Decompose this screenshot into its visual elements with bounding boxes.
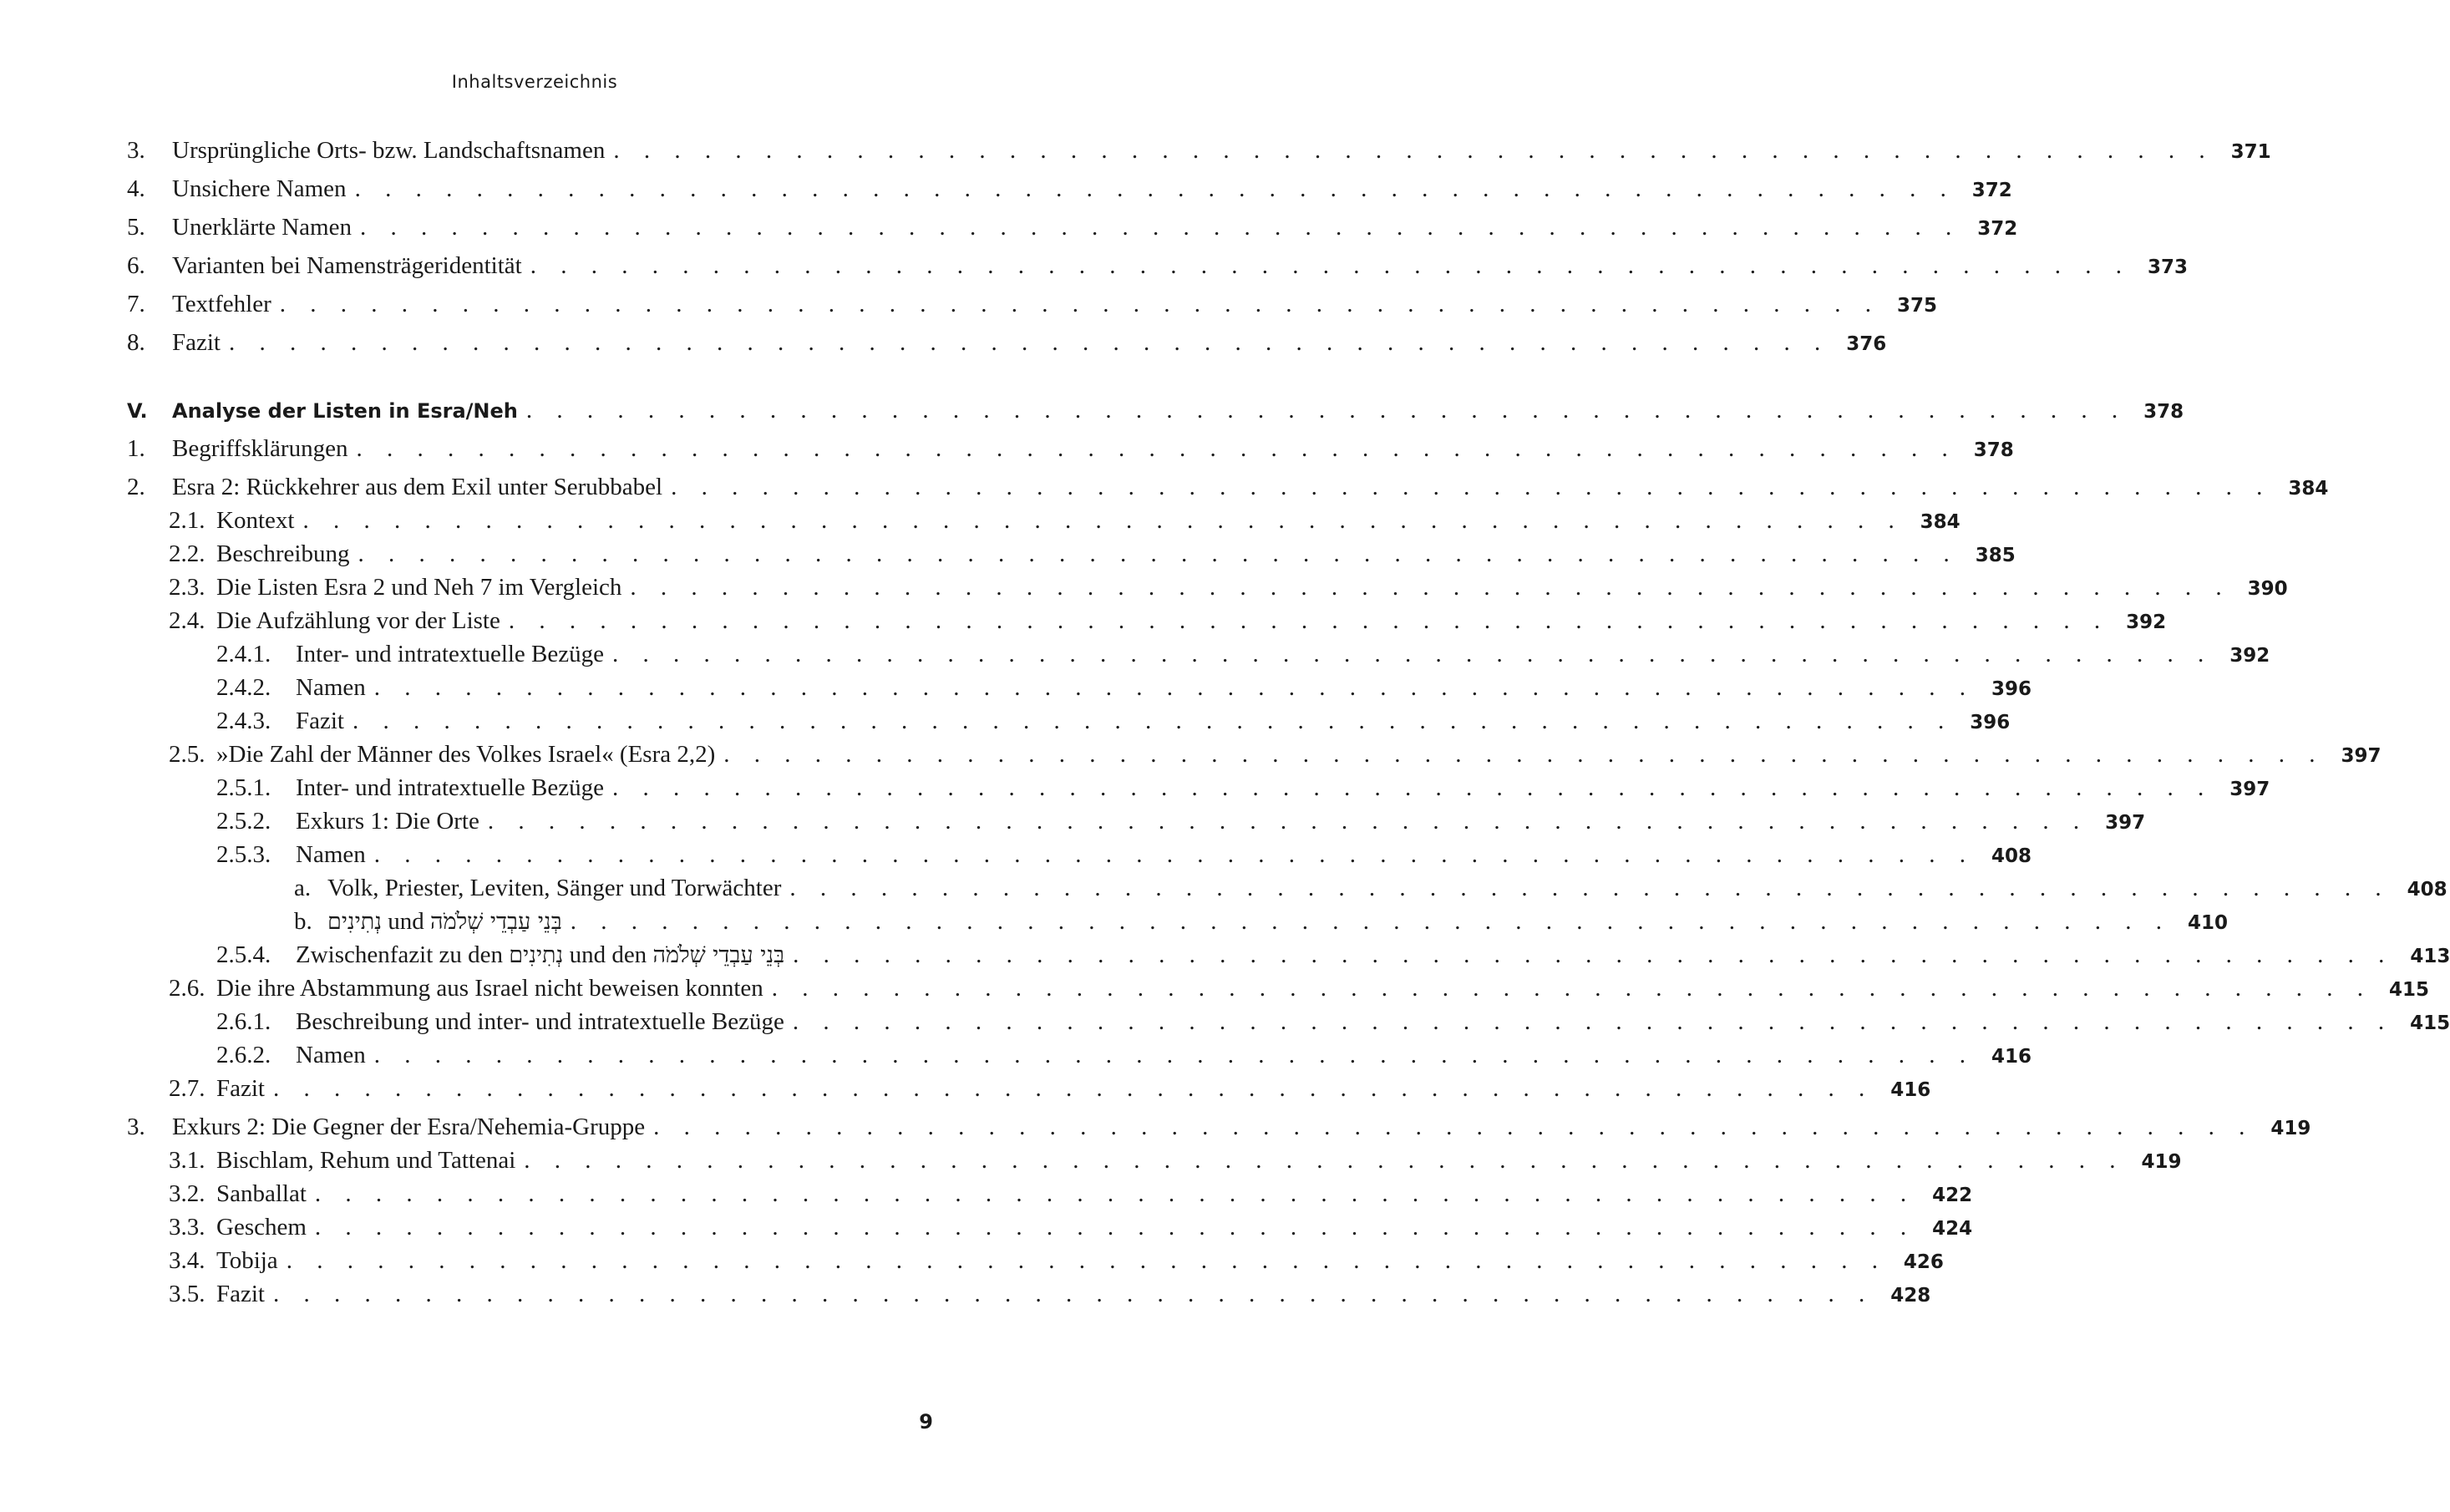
entry-title: Fazit xyxy=(296,708,344,734)
leader-dots: . . . . . . . . . . . . . . . . . . . . . . . . . . . . . . . . . . . . . . . . . . . . . . . . . . . . . xyxy=(279,291,1880,317)
leader-dots: . . . . . . . . . . . . . . . . . . . . . . . . . . . . . . . . . . . . . . . . . . . . . . . . . . . . . xyxy=(487,808,2089,835)
toc-entry[interactable] xyxy=(127,1038,2032,1072)
entry-number: 2.4.3. xyxy=(216,708,271,734)
toc-entry[interactable] xyxy=(127,249,2188,282)
toc-entry[interactable] xyxy=(127,1277,1931,1311)
entry-title: Varianten bei Namensträgeridentität xyxy=(172,252,522,279)
entry-number: 1. xyxy=(127,435,145,462)
entry-title: Begriffsklärungen xyxy=(172,435,348,462)
running-header: Inhaltsverzeichnis xyxy=(451,72,618,92)
entry-page: 371 xyxy=(2230,141,2271,163)
entry-number: 2.2. xyxy=(169,540,205,567)
entry-page: 424 xyxy=(1932,1218,1973,1240)
entry-page: 413 xyxy=(2410,946,2450,967)
leader-dots: . . . . . . . . . . . . . . . . . . . . . . . . . . . . . . . . . . . . . . . . . . . . . . . . . . . . . xyxy=(653,1114,2255,1140)
leader-dots: . . . . . . . . . . . . . . . . . . . . . . . . . . . . . . . . . . . . . . . . . . . . . . . . . . . . . xyxy=(273,1281,1874,1307)
leader-dots: . . . . . . . . . . . . . . . . . . . . . . . . . . . . . . . . . . . . . . . . . . . . . . . . . . . . . xyxy=(359,214,1961,241)
entry-number: 3. xyxy=(127,1114,145,1140)
entry-number: 3.2. xyxy=(169,1180,205,1207)
entry-page: 410 xyxy=(2187,912,2228,934)
entry-title-mixed xyxy=(327,905,562,939)
entry-title: Beschreibung und inter- und intratextuelle Bezüge xyxy=(296,1008,784,1035)
toc-entry[interactable] xyxy=(127,211,2018,244)
entry-page: 416 xyxy=(1890,1079,1931,1101)
entry-page: 390 xyxy=(2247,578,2288,600)
entry-number: 3.5. xyxy=(169,1281,205,1307)
entry-number: 6. xyxy=(127,252,145,279)
entry-number: 2.4.1. xyxy=(216,641,271,667)
leader-dots: . . . . . . . . . . . . . . . . . . . . . . . . . . . . . . . . . . . . . . . . . . . . . . . . . . . . . xyxy=(525,397,2128,424)
leader-dots: . . . . . . . . . . . . . . . . . . . . . . . . . . . . . . . . . . . . . . . . . . . . . . . . . . . . . xyxy=(356,435,1957,462)
entry-page: 384 xyxy=(2288,478,2329,500)
entry-number: 3.4. xyxy=(169,1247,205,1274)
entry-title: Namen xyxy=(296,841,366,868)
entry-title: Volk, Priester, Leviten, Sänger und Torwächter xyxy=(327,875,782,901)
entry-title: Geschem xyxy=(216,1214,307,1241)
entry-page: 396 xyxy=(1970,712,2011,733)
hebrew-term-netinim: נְתִינִים xyxy=(509,942,564,968)
entry-number: 4. xyxy=(127,175,145,202)
entry-title: Namen xyxy=(296,674,366,701)
leader-dots: . . . . . . . . . . . . . . . . . . . . . . . . . . . . . . . . . . . . . . . . . . . . . . . . . . . . . xyxy=(273,1075,1874,1102)
toc-entry[interactable] xyxy=(127,571,2288,604)
leader-dots: . . . . . . . . . . . . . . . . . . . . . . . . . . . . . . . . . . . . . . . . . . . . . . . . . . . . . xyxy=(630,574,2231,601)
leader-dots: . . . . . . . . . . . . . . . . . . . . . . . . . . . . . . . . . . . . . . . . . . . . . . . . . . . . . xyxy=(613,137,2214,164)
entry-page: 378 xyxy=(1973,439,2014,461)
leader-dots: . . . . . . . . . . . . . . . . . . . . . . . . . . . . . . . . . . . . . . . . . . . . . . . . . . . . . xyxy=(530,252,2131,279)
leader-dots: . . . . . . . . . . . . . . . . . . . . . . . . . . . . . . . . . . . . . . . . . . . . . . . . . . . . . xyxy=(358,540,1959,567)
entry-page: 396 xyxy=(1991,678,2032,700)
entry-page: 378 xyxy=(2143,401,2184,423)
entry-page: 397 xyxy=(2341,745,2382,767)
toc-entry[interactable] xyxy=(127,804,2146,838)
toc-entry[interactable] xyxy=(127,537,2016,571)
leader-dots: . . . . . . . . . . . . . . . . . . . . . . . . . . . . . . . . . . . . . . . . . . . . . . . . . . . . . xyxy=(314,1214,1916,1241)
leader-dots: . . . . . . . . . . . . . . . . . . . . . . . . . . . . . . . . . . . . . . . . . . . . . . . . . . . . . xyxy=(793,941,2394,968)
entry-number: 2.6.1. xyxy=(216,1008,271,1035)
entry-number: 2.1. xyxy=(169,507,205,534)
entry-number: 2.3. xyxy=(169,574,205,601)
entry-title: Inter- und intratextuelle Bezüge xyxy=(296,641,605,667)
entry-page: 373 xyxy=(2147,256,2188,278)
hebrew-term-bne-avde-shelomo: בְּנֵי עַבְדֵי שְׁלֹמֹה xyxy=(652,942,785,968)
toc-entry[interactable] xyxy=(127,326,1887,359)
entry-title: Unsichere Namen xyxy=(172,175,347,202)
leader-dots: . . . . . . . . . . . . . . . . . . . . . . . . . . . . . . . . . . . . . . . . . . . . . . . . . . . . . xyxy=(373,674,1975,701)
leader-dots: . . . . . . . . . . . . . . . . . . . . . . . . . . . . . . . . . . . . . . . . . . . . . . . . . . . . . xyxy=(373,841,1975,868)
leader-dots: . . . . . . . . . . . . . . . . . . . . . . . . . . . . . . . . . . . . . . . . . . . . . . . . . . . . . xyxy=(612,641,2214,667)
toc-entry[interactable] xyxy=(127,432,2014,465)
entry-page: 426 xyxy=(1903,1251,1944,1273)
toc-entry[interactable] xyxy=(127,1210,1973,1244)
entry-title: Sanballat xyxy=(216,1180,307,1207)
leader-dots: . . . . . . . . . . . . . . . . . . . . . . . . . . . . . . . . . . . . . . . . . . . . . . . . . . . . . xyxy=(353,708,1954,734)
entry-number: 2.5.4. xyxy=(216,941,271,968)
entry-number: 5. xyxy=(127,214,145,241)
page-number: 9 xyxy=(919,1410,933,1433)
toc-entry[interactable] xyxy=(127,637,2270,671)
entry-number: 2.7. xyxy=(169,1075,205,1102)
leader-dots: . . . . . . . . . . . . . . . . . . . . . . . . . . . . . . . . . . . . . . . . . . . . . . . . . . . . . xyxy=(612,774,2214,801)
toc-entry[interactable] xyxy=(127,972,2430,1005)
entry-title: Die Listen Esra 2 und Neh 7 im Vergleich xyxy=(216,574,622,601)
entry-title: Namen xyxy=(296,1042,366,1068)
entry-page: 408 xyxy=(1991,845,2032,867)
entry-page: 392 xyxy=(2229,645,2270,667)
leader-dots: . . . . . . . . . . . . . . . . . . . . . . . . . . . . . . . . . . . . . . . . . . . . . . . . . . . . . xyxy=(792,1008,2394,1035)
entry-number: 3.1. xyxy=(169,1147,205,1174)
leader-dots: . . . . . . . . . . . . . . . . . . . . . . . . . . . . . . . . . . . . . . . . . . . . . . . . . . . . . xyxy=(723,741,2325,768)
entry-page: 376 xyxy=(1846,333,1887,355)
entry-number: 2.4.2. xyxy=(216,674,271,701)
entry-title: Beschreibung xyxy=(216,540,350,567)
entry-title: Unerklärte Namen xyxy=(172,214,352,241)
hebrew-term-netinim: נְתִינִים xyxy=(327,909,383,935)
toc-entry[interactable] xyxy=(127,504,1961,537)
hebrew-term-bne-avde-shelomo: בְּנֵי עַבְדֵי שְׁלֹמֹה xyxy=(430,909,562,935)
toc-entry[interactable] xyxy=(127,172,2012,205)
leader-dots: . . . . . . . . . . . . . . . . . . . . . . . . . . . . . . . . . . . . . . . . . . . . . . . . . . . . . xyxy=(314,1180,1916,1207)
entry-page: 372 xyxy=(1971,180,2012,201)
toc-entry[interactable] xyxy=(127,704,2011,738)
entry-title: Exkurs 1: Die Orte xyxy=(296,808,479,835)
leader-dots: . . . . . . . . . . . . . . . . . . . . . . . . . . . . . . . . . . . . . . . . . . . . . . . . . . . . . xyxy=(286,1247,1887,1274)
entry-page: 408 xyxy=(2407,879,2447,901)
entry-number: 2.5.1. xyxy=(216,774,271,801)
entry-title: Kontext xyxy=(216,507,295,534)
entry-number: 2.5.2. xyxy=(216,808,271,835)
toc-entry[interactable] xyxy=(127,771,2270,804)
entry-title: Die Aufzählung vor der Liste xyxy=(216,607,500,634)
leader-dots: . . . . . . . . . . . . . . . . . . . . . . . . . . . . . . . . . . . . . . . . . . . . . . . . . . . . . xyxy=(508,607,2110,634)
entry-title: Fazit xyxy=(216,1281,265,1307)
entry-page: 392 xyxy=(2126,611,2167,633)
entry-title: Fazit xyxy=(216,1075,265,1102)
entry-title-text: Zwischenfazit zu den xyxy=(296,941,504,968)
leader-dots: . . . . . . . . . . . . . . . . . . . . . . . . . . . . . . . . . . . . . . . . . . . . . . . . . . . . . xyxy=(354,175,1955,202)
toc-entry[interactable] xyxy=(127,838,2032,871)
chapter-number: V. xyxy=(127,399,148,423)
toc-entry[interactable] xyxy=(127,1244,1944,1277)
toc-entry[interactable] xyxy=(127,1005,2450,1038)
entry-title: Bischlam, Rehum und Tattenai xyxy=(216,1147,516,1174)
entry-number: 3.3. xyxy=(169,1214,205,1241)
toc-entry[interactable] xyxy=(127,905,2228,938)
leader-dots: . . . . . . . . . . . . . . . . . . . . . . . . . . . . . . . . . . . . . . . . . . . . . . . . . . . . . xyxy=(771,975,2373,1002)
entry-page: 428 xyxy=(1890,1285,1931,1307)
entry-number: 2.4. xyxy=(169,607,205,634)
entry-number: 3. xyxy=(127,137,145,164)
toc-entry[interactable] xyxy=(127,470,2329,504)
entry-page: 397 xyxy=(2105,812,2146,834)
leader-dots: . . . . . . . . . . . . . . . . . . . . . . . . . . . . . . . . . . . . . . . . . . . . . . . . . . . . . xyxy=(524,1147,2125,1174)
entry-title: Inter- und intratextuelle Bezüge xyxy=(296,774,605,801)
entry-page: 415 xyxy=(2410,1012,2450,1034)
entry-page: 422 xyxy=(1932,1185,1973,1206)
leader-dots: . . . . . . . . . . . . . . . . . . . . . . . . . . . . . . . . . . . . . . . . . . . . . . . . . . . . . xyxy=(229,329,1830,356)
toc-entry[interactable] xyxy=(127,1110,2311,1144)
chapter-title: Analyse der Listen in Esra/Neh xyxy=(172,399,518,423)
leader-dots: . . . . . . . . . . . . . . . . . . . . . . . . . . . . . . . . . . . . . . . . . . . . . . . . . . . . . xyxy=(302,507,1904,534)
entry-title-mixed xyxy=(296,938,784,972)
entry-number: 2.5.3. xyxy=(216,841,271,868)
entry-page: 415 xyxy=(2389,979,2430,1001)
entry-number: 8. xyxy=(127,329,145,356)
entry-title: »Die Zahl der Männer des Volkes Israel« (Esra 2,2) xyxy=(216,741,716,768)
entry-number: 2.6.2. xyxy=(216,1042,271,1068)
leader-dots: . . . . . . . . . . . . . . . . . . . . . . . . . . . . . . . . . . . . . . . . . . . . . . . . . . . . . xyxy=(789,875,2391,901)
entry-title: Die ihre Abstammung aus Israel nicht beweisen konnten xyxy=(216,975,763,1002)
entry-number: 2.5. xyxy=(169,741,205,768)
leader-dots: . . . . . . . . . . . . . . . . . . . . . . . . . . . . . . . . . . . . . . . . . . . . . . . . . . . . . xyxy=(570,908,2171,935)
entry-number: 2. xyxy=(127,474,145,500)
leader-dots: . . . . . . . . . . . . . . . . . . . . . . . . . . . . . . . . . . . . . . . . . . . . . . . . . . . . . xyxy=(671,474,2272,500)
toc-entry[interactable] xyxy=(127,604,2167,637)
toc-entry[interactable] xyxy=(127,1177,1973,1210)
entry-number: 2.6. xyxy=(169,975,205,1002)
toc-entry[interactable] xyxy=(127,1072,1931,1105)
entry-page: 419 xyxy=(2270,1118,2311,1139)
entry-page: 397 xyxy=(2229,779,2270,800)
toc-entry[interactable] xyxy=(127,1144,2182,1177)
entry-page: 385 xyxy=(1975,545,2016,566)
entry-number: b. xyxy=(294,908,312,935)
entry-title: Fazit xyxy=(172,329,221,356)
entry-number: 7. xyxy=(127,291,145,317)
entry-page: 419 xyxy=(2141,1151,2182,1173)
entry-page: 384 xyxy=(1920,511,1961,533)
toc-entry[interactable] xyxy=(127,871,2447,905)
entry-title: Ursprüngliche Orts- bzw. Landschaftsnamen xyxy=(172,137,606,164)
leader-dots: . . . . . . . . . . . . . . . . . . . . . . . . . . . . . . . . . . . . . . . . . . . . . . . . . . . . . xyxy=(373,1042,1975,1068)
entry-title: Tobija xyxy=(216,1247,278,1274)
entry-page: 416 xyxy=(1991,1046,2032,1068)
connector-text: und xyxy=(388,908,424,935)
toc-entry[interactable] xyxy=(127,938,2450,972)
entry-title: Esra 2: Rückkehrer aus dem Exil unter Serubbabel xyxy=(172,474,663,500)
connector-text: und den xyxy=(569,941,647,968)
entry-title: Exkurs 2: Die Gegner der Esra/Nehemia-Gruppe xyxy=(172,1114,646,1140)
toc-entry[interactable] xyxy=(127,287,1937,321)
entry-page: 372 xyxy=(1977,218,2018,240)
entry-page: 375 xyxy=(1896,295,1937,317)
toc-entry[interactable] xyxy=(127,134,2271,167)
entry-title: Textfehler xyxy=(172,291,271,317)
toc-entry[interactable] xyxy=(127,738,2382,771)
toc-entry[interactable] xyxy=(127,671,2032,704)
toc-chapter-heading[interactable] xyxy=(127,393,2184,427)
entry-number: a. xyxy=(294,875,312,901)
